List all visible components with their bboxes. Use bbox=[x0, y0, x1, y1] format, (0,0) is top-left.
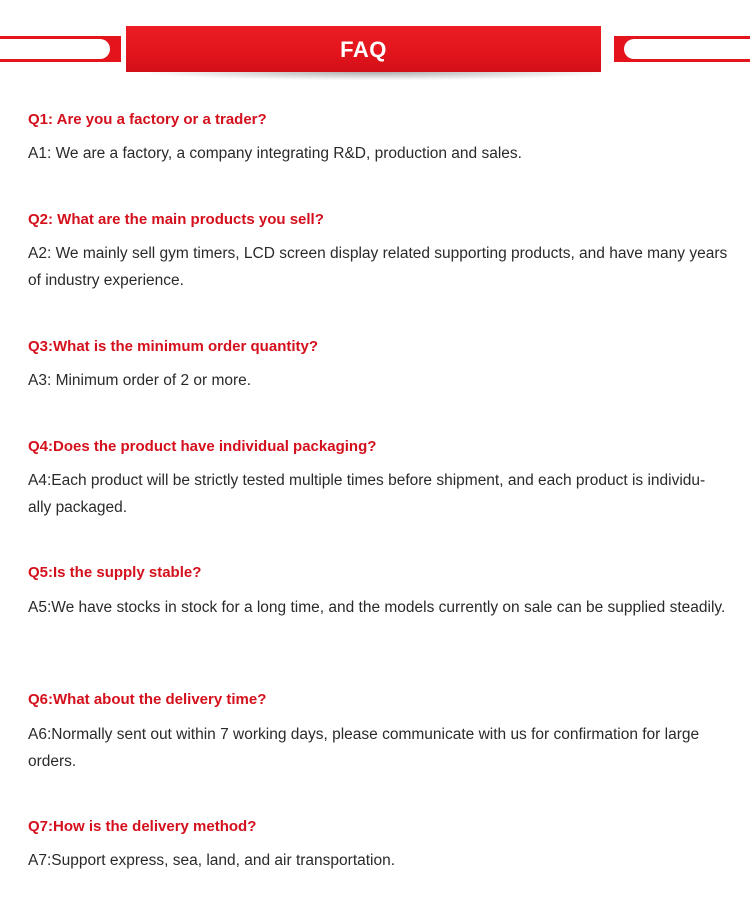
faq-question: Q4:Does the product have individual packaging? bbox=[28, 438, 377, 455]
header-right-decoration-inner bbox=[624, 39, 750, 59]
faq-answer: A3: Minimum order of 2 or more. bbox=[28, 372, 252, 389]
page-title: FAQ bbox=[126, 26, 601, 72]
faq-question: Q3:What is the minimum order quantity? bbox=[28, 338, 319, 355]
faq-question: Q7:How is the delivery method? bbox=[28, 818, 257, 835]
faq-header bbox=[0, 0, 750, 90]
faq-answer: A1: We are a factory, a company integrating R&D, production and sales. bbox=[28, 145, 522, 162]
faq-answer: A5:We have stocks in stock for a long time, and the models currently on sale can be supplied steadily. bbox=[28, 599, 726, 616]
faq-question: Q2: What are the main products you sell? bbox=[28, 211, 324, 228]
header-left-decoration bbox=[0, 36, 121, 62]
faq-question: Q1: Are you a factory or a trader? bbox=[28, 111, 267, 128]
header-left-decoration-inner bbox=[0, 39, 110, 59]
title-shadow bbox=[150, 72, 600, 80]
faq-answer: A4:Each product will be strictly tested multiple times before shipment, and each product is individu-ally packaged. bbox=[28, 472, 706, 516]
faq-answer: A6:Normally sent out within 7 working days, please communicate with us for confirmation for large orders. bbox=[28, 726, 700, 770]
faq-answer: A2: We mainly sell gym timers, LCD screen display related supporting products, and have many years of industry experience. bbox=[28, 245, 728, 289]
faq-answer: A7:Support express, sea, land, and air transportation. bbox=[28, 852, 396, 869]
header-right-decoration bbox=[614, 36, 750, 62]
faq-question: Q5:Is the supply stable? bbox=[28, 564, 202, 581]
faq-question: Q6:What about the delivery time? bbox=[28, 691, 267, 708]
